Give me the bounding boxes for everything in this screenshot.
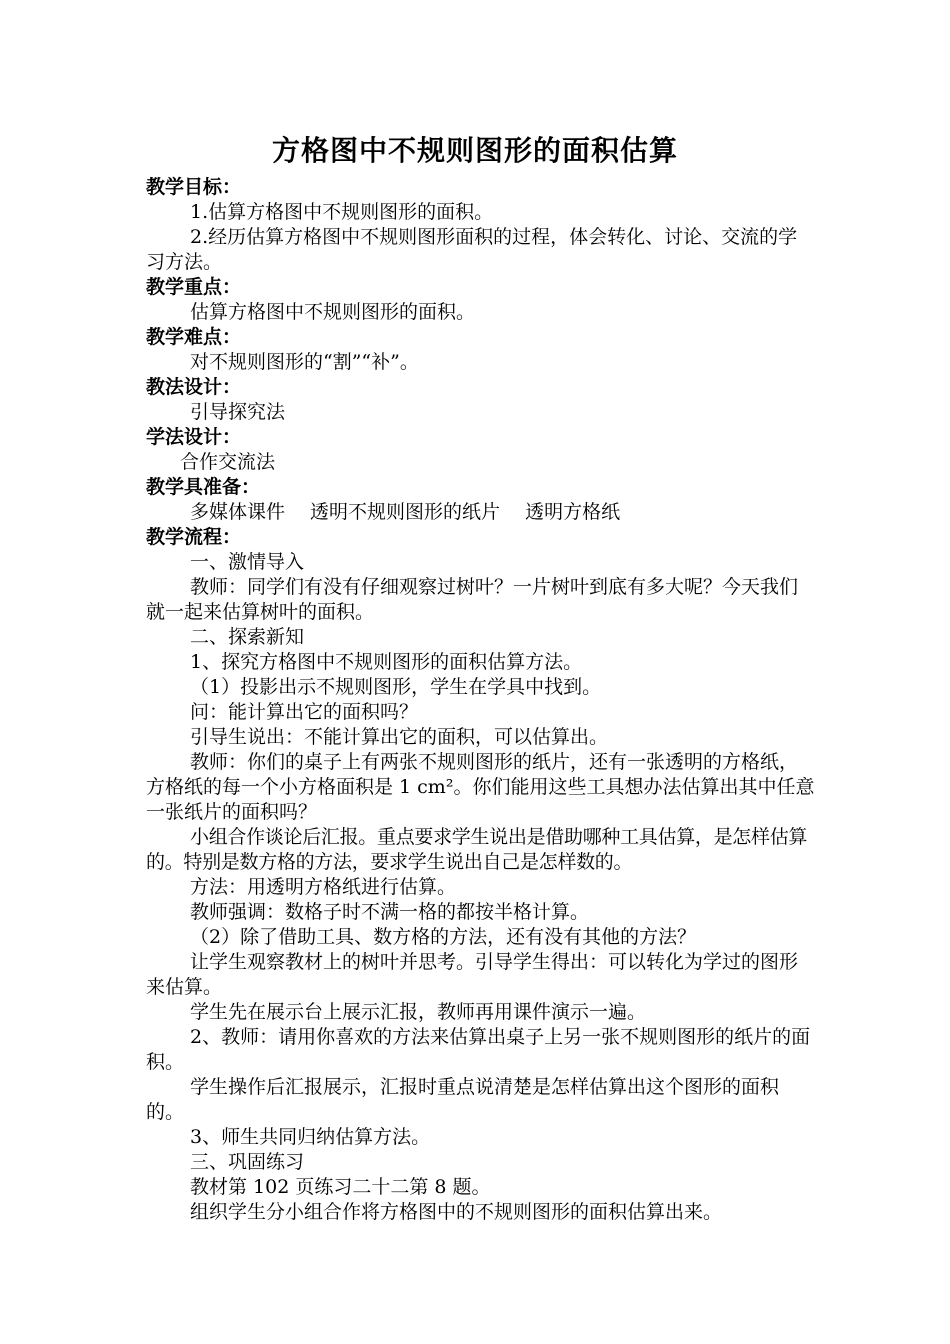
objectives-heading: 教学目标：	[146, 176, 242, 198]
process-step: 方法：用透明方格纸进行估算。	[190, 876, 457, 898]
objective-2: 2.经历估算方格图中不规则图形面积的过程，体会转化、讨论、交流的学习方法。	[146, 226, 798, 273]
process-step: 教师：你们的桌子上有两张不规则图形的纸片，还有一张透明的方格纸，方格纸的每一个小方格面积是 1 cm²。你们能用这些工具想办法估算出其中任意一张纸片的面积吗？	[146, 751, 815, 823]
process-heading: 教学流程：	[146, 526, 242, 548]
document-title: 方格图中不规则图形的面积估算	[271, 134, 678, 167]
objective-1: 1.估算方格图中不规则图形的面积。	[190, 201, 494, 223]
process-step: 让学生观察教材上的树叶并思考。引导学生得出：可以转化为学过的图形来估算。	[146, 951, 799, 998]
process-step: 教材第 102 页练习二十二第 8 题。	[190, 1176, 491, 1198]
document-body	[146, 175, 816, 1225]
process-step: 教师：同学们有没有仔细观察过树叶？一片树叶到底有多大呢？今天我们就一起来估算树叶的面积。	[146, 576, 799, 623]
process-step: 教师强调：数格子时不满一格的都按半格计算。	[190, 901, 590, 923]
process-step: 一、激情导入	[190, 551, 305, 573]
keypoint-heading: 教学重点：	[146, 276, 242, 298]
tools-text: 多媒体课件 透明不规则图形的纸片 透明方格纸	[190, 501, 621, 523]
difficulty-text: 对不规则图形的“割”“补”。	[190, 351, 419, 373]
process-step: 小组合作谈论后汇报。重点要求学生说出是借助哪种工具估算，是怎样估算的。特别是数方格的方法，要求学生说出自己是怎样数的。	[146, 826, 808, 873]
process-step: 组织学生分小组合作将方格图中的不规则图形的面积估算出来。	[190, 1201, 723, 1223]
keypoint-text: 估算方格图中不规则图形的面积。	[190, 301, 476, 323]
learning-method-text: 合作交流法	[180, 451, 276, 473]
process-step: 三、巩固练习	[190, 1151, 305, 1173]
teaching-method-text: 引导探究法	[190, 401, 286, 423]
process-step: 3、师生共同归纳估算方法。	[190, 1126, 431, 1148]
process-step: 二、探索新知	[190, 626, 305, 648]
process-step: 引导生说出：不能计算出它的面积，可以估算出。	[190, 726, 609, 748]
process-step: 2、教师：请用你喜欢的方法来估算出桌子上另一张不规则图形的纸片的面积。	[146, 1026, 811, 1073]
process-step: 问：能计算出它的面积吗？	[190, 701, 419, 723]
process-step: （2）除了借助工具、数方格的方法，还有没有其他的方法？	[190, 926, 697, 948]
process-step: 学生先在展示台上展示汇报，教师再用课件演示一遍。	[190, 1001, 647, 1023]
process-step: 1、探究方格图中不规则图形的面积估算方法。	[190, 651, 583, 673]
process-step: （1）投影出示不规则图形，学生在学具中找到。	[190, 676, 602, 698]
teaching-method-heading: 教法设计：	[146, 376, 242, 398]
process-step: 学生操作后汇报展示，汇报时重点说清楚是怎样估算出这个图形的面积的。	[146, 1076, 780, 1123]
difficulty-heading: 教学难点：	[146, 326, 242, 348]
learning-method-heading: 学法设计：	[146, 426, 242, 448]
tools-heading: 教学具准备：	[146, 476, 261, 498]
